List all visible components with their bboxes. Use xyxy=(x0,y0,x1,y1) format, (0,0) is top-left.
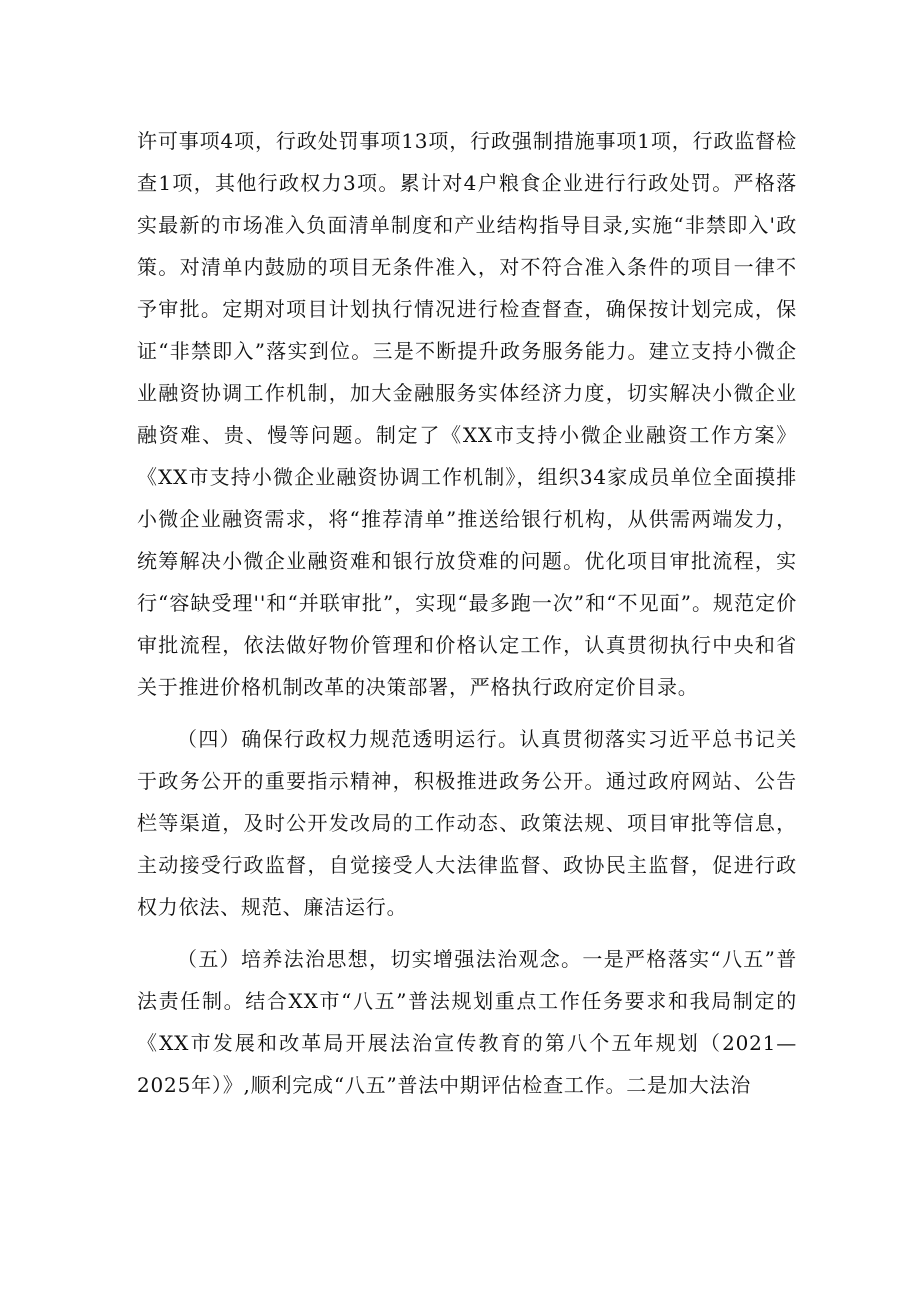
document-body xyxy=(137,120,797,1106)
paragraph-3: （五）培养法治思想，切实增强法治观念。一是严格落实“八五”普法责任制。结合XX市“八五”普法规划重点工作任务要求和我局制定的《XX市发展和改革局开展法治宣传教育的第八个五年规划（2021—2025年）》,顺利完成“八五”普法中期评估检查工作。二是加大法治 xyxy=(137,947,797,1097)
paragraph-1: 许可事项4项，行政处罚事项13项，行政强制措施事项1项，行政监督检查1项，其他行政权力3项。累计对4户粮食企业进行行政处罚。严格落实最新的市场准入负面清单制度和产业结构指导目录,实施“非禁即入'政策。对清单内鼓励的项目无条件准入，对不符合准入条件的项目一律不予审批。定期对项目计划执行情况进行检查督查，确保按计划完成，保证“非禁即入”落实到位。三是不断提升政务服务能力。建立支持小微企业融资协调工作机制，加大金融服务实体经济力度，切实解决小微企业融资难、贵、慢等问题。制定了《XX市支持小微企业融资工作方案》《XX市支持小微企业融资协调工作机制》，组织34家成员单位全面摸排小微企业融资需求，将“推荐清单”推送给银行机构，从供需两端发力，统筹解决小微企业融资难和银行放贷难的问题。优化项目审批流程，实行“容缺受理''和“并联审批”，实现“最多跑一次”和“不见面”。规范定价审批流程，依法做好物价管理和价格认定工作，认真贯彻执行中央和省关于推进价格机制改革的决策部署，严格执行政府定价目录。 xyxy=(137,129,797,699)
paragraph-2: （四）确保行政权力规范透明运行。认真贯彻落实习近平总书记关于政务公开的重要指示精神，积极推进政务公开。通过政府网站、公告栏等渠道，及时公开发改局的工作动态、政策法规、项目审批等信息，主动接受行政监督，自觉接受人大法律监督、政协民主监督，促进行政权力依法、规范、廉洁运行。 xyxy=(137,727,797,919)
